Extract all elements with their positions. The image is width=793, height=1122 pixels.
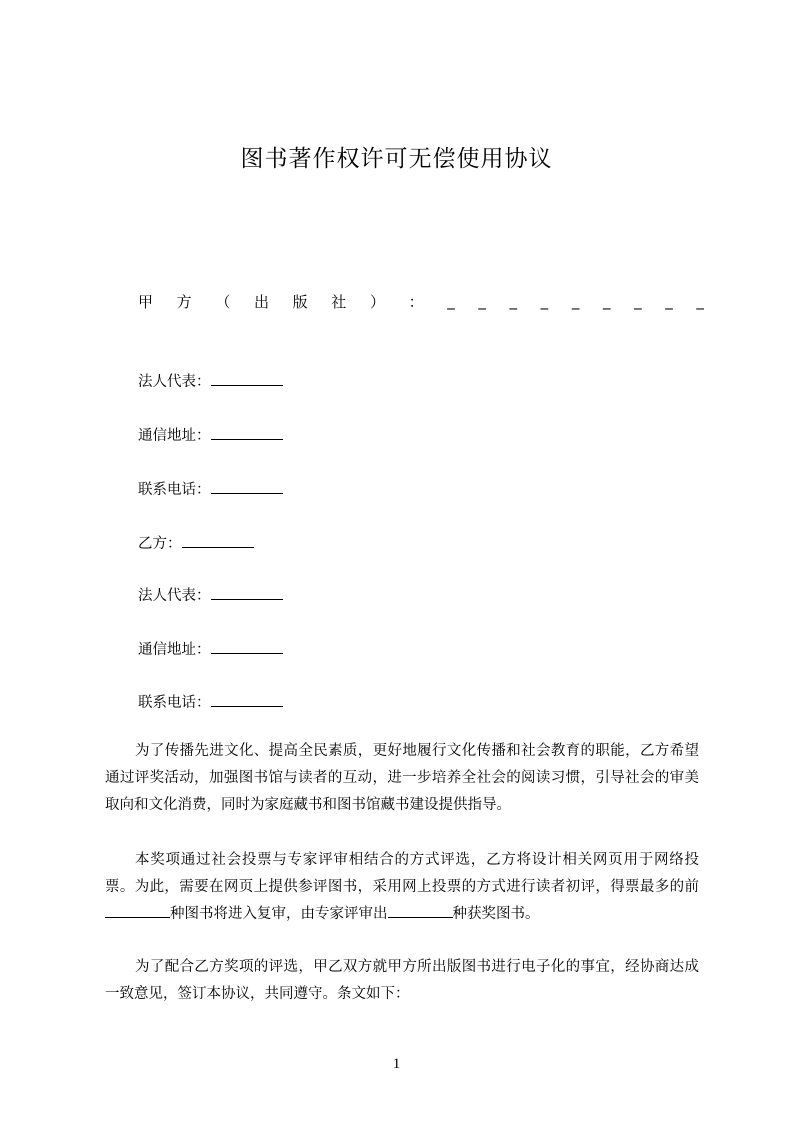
- party-a-blank: _: [478, 292, 486, 310]
- party-a-blank: _: [665, 292, 673, 310]
- b-legal-rep-blank: [211, 585, 283, 600]
- b-address-field: [138, 639, 283, 660]
- page-number: 1: [392, 1056, 401, 1072]
- party-a-blank: _: [509, 292, 518, 310]
- a-legal-rep-label: 法人代表：: [138, 374, 211, 390]
- party-a-char: 出: [253, 292, 269, 311]
- paragraph-agreement: 为了配合乙方奖项的评选，甲乙双方就甲方所出版图书进行电子化的事宜，经协商达成一致意见，签订本协议，共同遵守。条文如下：: [105, 959, 699, 1002]
- document-title: 图书著作权许可无偿使用协议: [240, 146, 553, 172]
- party-a-blank: _: [447, 292, 455, 310]
- a-legal-rep-field: [138, 371, 283, 392]
- b-address-label: 通信地址：: [138, 642, 211, 658]
- winner-count-blank: [388, 903, 453, 918]
- party-a-char: 甲: [138, 292, 154, 311]
- finalist-count-blank: [105, 903, 170, 918]
- party-a-char: 版: [292, 292, 308, 311]
- paragraph-purpose: 为了传播先进文化、提高全民素质，更好地履行文化传播和社会教育的职能，乙方希望通过评奖活动，加强图书馆与读者的互动，进一步培养全社会的阅读习惯，引导社会的审美取向和文化消费，同时为家庭藏书和图书馆藏书建设提供指导。: [105, 743, 699, 813]
- party-a-char: ）: [369, 292, 385, 311]
- b-phone-label: 联系电话：: [138, 695, 211, 711]
- party-a-char: ：: [408, 292, 424, 311]
- paragraph-voting-part-1: 本奖项通过社会投票与专家评审相结合的方式评选，乙方将设计相关网页用于网络投票。为此，需要在网页上提供参评图书，采用网上投票的方式进行读者初评，得票最多的前: [105, 852, 699, 895]
- party-b-field: [138, 533, 254, 554]
- a-phone-label: 联系电话：: [138, 482, 211, 498]
- a-legal-rep-blank: [211, 371, 283, 386]
- a-address-field: [138, 425, 283, 446]
- paragraph-voting: [105, 847, 699, 928]
- party-a-blank: _: [696, 292, 704, 310]
- a-address-blank: [211, 425, 283, 440]
- paragraph-voting-part-2: 种图书将进入复审，由专家评审出: [170, 906, 388, 922]
- party-b-blank: [182, 533, 254, 548]
- party-a-line: [138, 290, 704, 312]
- party-b-label: 乙方：: [138, 536, 182, 552]
- b-phone-blank: [211, 692, 283, 707]
- party-a-blank: _: [602, 292, 611, 310]
- b-legal-rep-field: [138, 585, 283, 606]
- party-a-blank: _: [634, 292, 642, 310]
- a-address-label: 通信地址：: [138, 428, 211, 444]
- party-a-char: 社: [331, 292, 347, 311]
- party-a-blank: _: [540, 292, 549, 310]
- a-phone-blank: [211, 479, 283, 494]
- b-phone-field: [138, 692, 283, 713]
- paragraph-voting-part-3: 种获奖图书。: [452, 906, 540, 922]
- a-phone-field: [138, 479, 283, 500]
- b-legal-rep-label: 法人代表：: [138, 588, 211, 604]
- party-a-blank: _: [571, 292, 580, 310]
- party-a-char: （: [215, 292, 231, 311]
- party-a-char: 方: [176, 292, 192, 311]
- b-address-blank: [211, 639, 283, 654]
